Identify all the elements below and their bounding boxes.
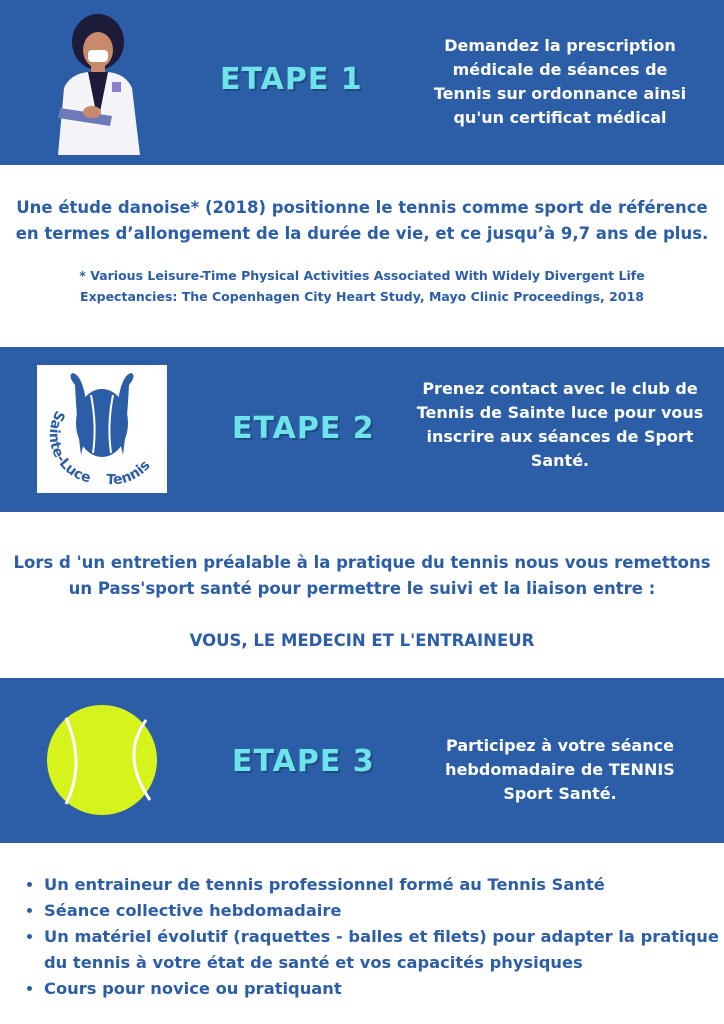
step2-text-line: Santé. [530,451,590,470]
step1-band [0,0,724,165]
study-section [0,165,724,347]
step3-band [0,678,724,843]
svg-text:Tennis [106,457,154,488]
step1-title: ETAPE 1 [220,62,363,97]
logo-text-left: Sainte-Luce [45,408,93,487]
list-item: • Séance collective hebdomadaire [44,898,724,924]
club-logo-graphic [37,365,167,493]
list-item: • Cours pour novice ou pratiquant [44,976,724,1002]
step3-title: ETAPE 3 [232,744,375,779]
step2-text-line: Prenez contact avec le club de [422,379,698,398]
pass-text [0,550,724,602]
benefits-list [22,872,724,1002]
step1-text-line: médicale de séances de [452,60,668,79]
pass-line: Lors d 'un entretien préalable à la pratique du tennis nous vous remettons [13,553,711,572]
study-text [0,195,724,247]
pass-section [0,512,724,678]
pass-roles: VOUS, LE MEDECIN ET L'ENTRAINEUR [189,631,535,650]
tennis-ball-icon [46,704,158,816]
step3-text-line: Participez à votre séance [446,736,674,755]
step2-title: ETAPE 2 [232,411,375,446]
footnote-line: * Various Leisure-Time Physical Activities Associated With Widely Divergent Life [79,268,645,283]
step3-text-line: hebdomadaire de TENNIS [445,760,675,779]
step1-text-line: qu'un certificat médical [453,108,667,127]
step2-text-line: inscrire aux séances de Sport [426,427,694,446]
logo-text-right: Tennis [105,457,154,489]
step2-text-line: Tennis de Sainte luce pour vous [416,403,704,422]
step3-text-line: Sport Santé. [503,784,617,803]
study-footnote [0,265,724,307]
step2-text [410,377,710,473]
study-line: en termes d’allongement de la durée de vie, et ce jusqu’à 9,7 ans de plus. [15,224,709,243]
doctor-illustration-icon [48,10,158,155]
study-line: Une étude danoise* (2018) positionne le tennis comme sport de référence [16,198,708,217]
footnote-line: Expectancies: The Copenhagen City Heart Study, Mayo Clinic Proceedings, 2018 [80,289,644,304]
list-item: • Un matériel évolutif (raquettes - balles et filets) pour adapter la pratique du tennis à votre état de santé et vos capacités physiques [44,924,724,976]
club-logo [37,365,167,493]
step2-band [0,347,724,512]
pass-line: un Pass'sport santé pour permettre le suivi et la liaison entre : [68,579,656,598]
step1-text-line: Demandez la prescription [444,36,676,55]
step3-text [410,734,710,806]
step1-text [410,34,710,130]
list-item: • Un entraineur de tennis professionnel formé au Tennis Santé [44,872,724,898]
step1-text-line: Tennis sur ordonnance ainsi [433,84,687,103]
